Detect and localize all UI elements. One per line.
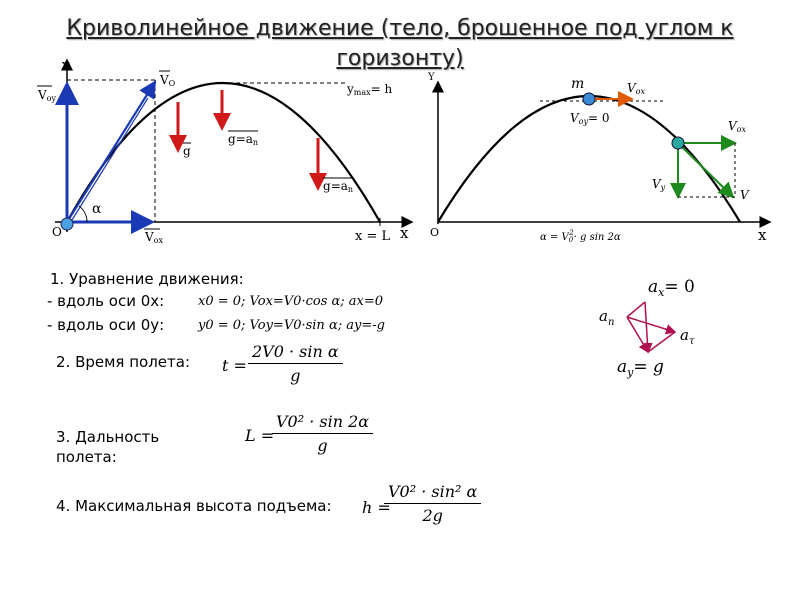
section4-lhs: h = (362, 498, 391, 517)
section2-numerator: 2V0 · sin α (248, 342, 343, 364)
section3-lhs: L = (245, 426, 275, 445)
title-line-1: Криволинейное движение (тело, брошенное под углом к (66, 16, 734, 41)
alpha-label: α (92, 201, 102, 217)
left-origin-label: O (52, 225, 62, 239)
left-x-axis-label: x (400, 224, 409, 242)
at-label: $a_\tau$ (680, 326, 695, 347)
ax-equation: $a_x= 0$ (648, 277, 695, 299)
section2-lhs: t = (222, 356, 247, 375)
an-label: $a_n$ (599, 307, 615, 328)
section2-label: 2. Время полета: (56, 353, 191, 371)
ymax-label: ymax= h (347, 82, 393, 97)
right-trajectory-diagram (438, 82, 770, 224)
right-y-axis-label: Y (428, 72, 435, 83)
right-v-vector (678, 143, 733, 197)
vox-label: Vox (145, 230, 163, 245)
title-line-2: горизонту) (336, 46, 464, 71)
left-origin-ball (61, 218, 73, 230)
right-x-axis-label: x (758, 226, 767, 244)
section4-fraction (384, 482, 481, 525)
apex-voy-label: Voy= 0 (570, 111, 610, 126)
right-ball (672, 137, 684, 149)
right-origin-label: O (430, 226, 440, 239)
v0-vector-shadow (72, 98, 148, 220)
section1-along-x: - вдоль оси 0х: (47, 292, 165, 310)
right-vy-label: Vy (652, 177, 666, 192)
xL-label: x = L (355, 229, 391, 244)
apex-vox-label: Vox (627, 81, 645, 96)
accel-connector-right (648, 332, 675, 352)
section2-denominator: g (290, 366, 301, 385)
section4-numerator: V0² · sin² α (384, 482, 481, 504)
accel-connector-top (627, 302, 645, 317)
v0-label: VO (160, 73, 176, 88)
left-trajectory-diagram (55, 60, 412, 232)
ag-vector (645, 302, 648, 352)
section4-label: 4. Максимальная высота подъема: (56, 497, 332, 515)
section4-denominator: 2g (422, 506, 443, 525)
section3-denominator: g (317, 436, 328, 455)
section3-label-line1: 3. Дальность (56, 428, 160, 446)
alpha-arc (79, 206, 87, 222)
acceleration-diagram (627, 302, 675, 352)
g-label-1: g (183, 144, 191, 158)
section1-eq-y: y0 = 0; Voy=V0·sin α; ay=-g (198, 318, 385, 333)
voy-label: Voy (38, 88, 57, 103)
g-label-2: g=an (228, 132, 259, 147)
section1-heading: 1. Уравнение движения: (50, 270, 244, 288)
g-label-3: g=an (323, 179, 354, 194)
section1-along-y: - вдоль оси 0у: (47, 316, 165, 334)
v0-vector (67, 82, 155, 222)
section1-eq-x: x0 = 0; Vox=V0·cos α; ax=0 (198, 294, 384, 309)
mass-label: m (571, 76, 585, 92)
section3-fraction (272, 412, 373, 455)
section3-label-line2: полета: (56, 448, 117, 466)
right-bottom-formula: $\alpha = V_02\cdot g$ sin 2α (540, 229, 621, 244)
apex-ball (583, 93, 595, 105)
right-vox-label: Vox (728, 119, 746, 134)
ay-equation: $a_y= g$ (617, 357, 664, 379)
section3-numerator: V0² · sin 2α (272, 412, 373, 434)
right-v-label: V (740, 188, 749, 202)
left-y-axis-label: Y (62, 60, 70, 73)
section2-fraction (248, 342, 343, 385)
